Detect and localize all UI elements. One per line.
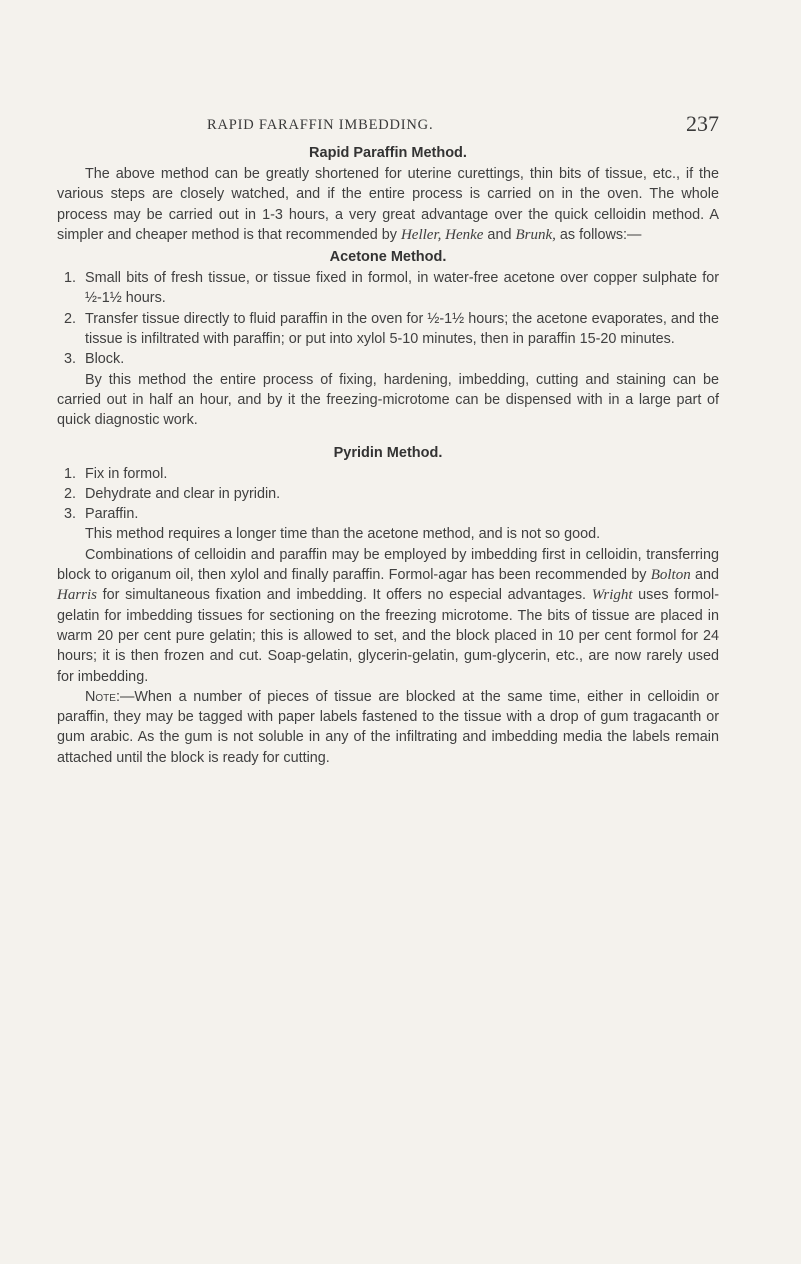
paragraph-acetone: By this method the entire process of fixing, hardening, imbedding, cutting and staining can be carried out in half an hour, and by it the freezing-microtome can be dispensed with in a large part of quick diagnostic work. <box>57 371 719 429</box>
text-run: and <box>483 226 516 243</box>
list-number: 3. <box>64 506 77 523</box>
list-text: Block. <box>85 351 125 368</box>
list-number: 2. <box>64 485 77 502</box>
book-page <box>57 113 719 768</box>
text-run: as follows:— <box>555 226 642 243</box>
note-text: :—When a number of pieces of tissue are blocked at the same time, either in celloidin or paraffin, they may be tagged with paper labels fastened to the tissue with a drop of gum tragacanth or gum arabic. As the gum is not soluble in any of the infiltrating and imbedding media the labels remain attached until the block is ready for cutting. <box>57 688 719 766</box>
list-text: Dehydrate and clear in pyridin. <box>85 485 281 502</box>
list-item <box>57 464 719 484</box>
list-text: Small bits of fresh tissue, or tissue fixed in formol, in water-free acetone over copper sulphate for ½-1½ hours. <box>85 270 719 307</box>
text-run: and <box>690 567 719 584</box>
note-label: Note <box>85 688 116 705</box>
paragraph-note <box>57 687 719 768</box>
paragraph-combinations <box>57 545 719 687</box>
text-run: Combinations of celloidin and paraffin may be employed by imbedding first in celloidin, transferring block to origanum oil, then xylol and finally paraffin. Formol-agar has been recommended by <box>57 546 719 584</box>
acetone-steps-list <box>57 268 719 369</box>
list-number: 1. <box>64 465 77 482</box>
paragraph-pyridin: This method requires a longer time than the acetone method, and is not so good. <box>85 526 601 543</box>
list-item <box>57 309 719 350</box>
running-head <box>57 113 719 143</box>
list-text: Transfer tissue directly to fluid paraffin in the oven for ½-1½ hours; the acetone evaporates, and the tissue is infiltrated with paraffin; or put into xylol 5-10 minutes, then in paraffin 15-20 minutes. <box>85 310 719 348</box>
list-number: 1. <box>64 270 77 287</box>
list-number: 2. <box>64 310 77 327</box>
text-run: The above method can be greatly shortened for uterine curettings, thin bits of tissue, etc., if the various steps are closely watched, and if the entire process is carried on in the oven. The whole process may be carried out in 1-3 hours, a very great advantage over the quick celloidin method. A simpler and cheaper method is that recommended by <box>57 166 719 243</box>
list-number: 3. <box>64 351 77 368</box>
text-run: for simultaneous fixation and imbedding. It offers no especial advantages. <box>97 587 592 604</box>
list-item <box>57 349 719 369</box>
author-name: Harris <box>57 587 98 604</box>
author-names: Heller, Henke <box>400 226 484 243</box>
list-item <box>57 484 719 504</box>
text-run: uses formol-gelatin for imbedding tissues for sectioning on the freezing microtome. The bits of tissue are placed in warm 20 per cent pure gelatin; this is allowed to set, and the block placed in 10 per cent formol for 24 hours; it is then frozen and cut. Soap-gelatin, glycerin-gelatin, gum-glycerin, etc., are now rarely used for imbedding. <box>57 587 719 685</box>
list-item <box>57 268 719 309</box>
heading-pyridin-method: Pyridin Method. <box>333 444 443 461</box>
list-text: Fix in formol. <box>85 465 168 482</box>
heading-rapid-paraffin: Rapid Paraffin Method. <box>309 145 467 161</box>
paragraph-rapid-paraffin <box>57 164 719 245</box>
author-name: Brunk, <box>515 226 556 243</box>
page-number: 237 <box>686 111 719 136</box>
heading-acetone-method: Acetone Method. <box>329 249 447 266</box>
pyridin-steps-list <box>57 464 719 525</box>
author-name: Wright <box>591 587 633 604</box>
running-head-title: RAPID FARAFFIN IMBEDDING. <box>207 117 434 133</box>
author-name: Bolton <box>650 567 691 584</box>
list-text: Paraffin. <box>85 506 139 523</box>
list-item <box>57 504 719 524</box>
